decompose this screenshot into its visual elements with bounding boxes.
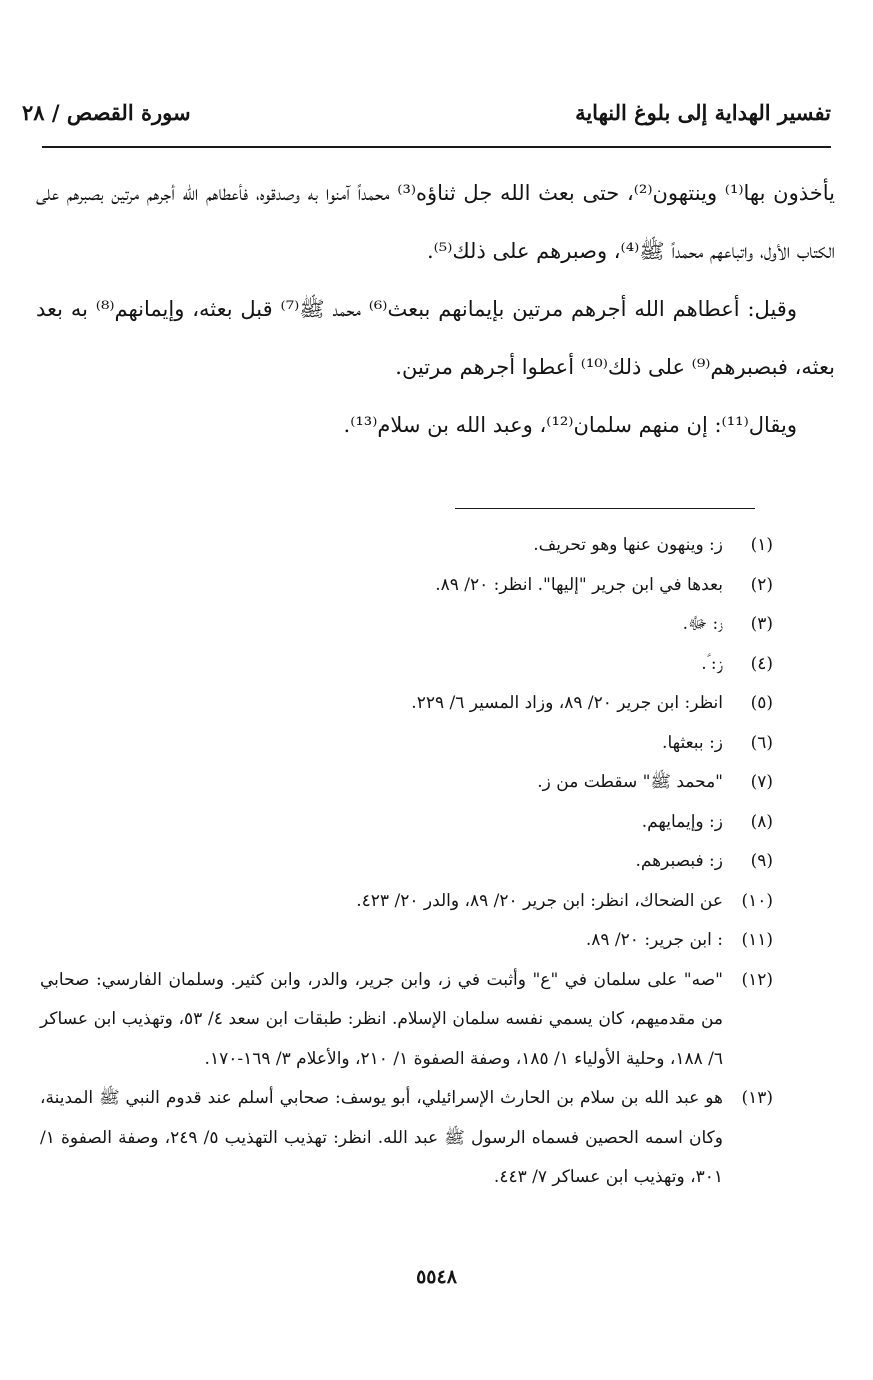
footnote-text: : ابن جرير: ٢٠/ ٨٩. — [585, 930, 723, 950]
footnote — [40, 526, 773, 566]
page-header — [22, 96, 831, 140]
footnote-text: ز: فبصبرهم. — [635, 851, 723, 871]
footnote-text: "محمد ﷺ" سقطت من ز. — [537, 772, 723, 792]
footnote — [40, 724, 773, 764]
footnote — [40, 842, 773, 882]
footnote-number: (٢) — [750, 574, 773, 595]
footnote — [40, 961, 773, 1080]
footnote-divider — [455, 508, 755, 509]
surah-label: سورة القصص / ٢٨ — [22, 100, 191, 125]
footnote-text: ز: ببعثها. — [662, 732, 723, 753]
book-title: تفسير الهداية إلى بلوغ النهاية — [575, 100, 831, 125]
footnote — [40, 921, 773, 961]
paragraph: يأخذون بها⁽¹⁾ وينتهون⁽²⁾، حتى بعث الله جل ثناؤه⁽³⁾ محمداً آمنوا به وصدقوه، فأعطاهم الله أجرهم مرتين بصبرهم على الكتاب الأول، واتباعهم محمداً ﷺ⁽⁴⁾، وصبرهم على ذلك⁽⁵⁾. — [36, 181, 835, 263]
footnote — [40, 645, 773, 685]
footnote-text: هو عبد الله بن سلام بن الحارث الإسرائيلي، أبو يوسف: صحابي أسلم عند قدوم النبي ﷺ المدينة، وكان اسمه الحصين فسماه الرسول ﷺ عبد الله. انظر: تهذيب التهذيب ٥/ ٢٤٩، وصفة الصفوة ١/ ٣٠١، وتهذيب ابن عساكر ٧/ ٤٤٣. — [40, 1088, 723, 1187]
footnote — [40, 605, 773, 645]
footnote-text: عن الضحاك، انظر: ابن جرير ٢٠/ ٨٩، والدر ٢٠/ ٤٢٣. — [356, 890, 723, 911]
footnote — [40, 763, 773, 803]
footnote-number: (١٠) — [741, 890, 773, 911]
footnote-number: (٤) — [750, 653, 773, 674]
footnote-text: ز: ﷻ. — [682, 614, 723, 634]
footnote-text: بعدها في ابن جرير "إليها". انظر: ٢٠/ ٨٩. — [435, 574, 723, 595]
paragraph: ويقال⁽¹¹⁾: إن منهم سلمان⁽¹²⁾، وعبد الله بن سلام⁽¹³⁾. — [343, 413, 797, 437]
footnote-text: انظر: ابن جرير ٢٠/ ٨٩، وزاد المسير ٦/ ٢٢٩. — [411, 693, 723, 713]
footnote-text: ز: ؑ. — [701, 653, 723, 674]
paragraph: وقيل: أعطاهم الله أجرهم مرتين بإيمانهم ببعث⁽⁶⁾ محمد ﷺ⁽⁷⁾ قبل بعثه، وإيمانهم⁽⁸⁾ به بعد بعثه، فبصبرهم⁽⁹⁾ على ذلك⁽¹⁰⁾ أعطوا أجرهم مرتين. — [36, 297, 835, 379]
footnote — [40, 684, 773, 724]
footnote-number: (١) — [750, 535, 773, 555]
main-text — [36, 164, 835, 454]
page-number: ٥٥٤٨ — [416, 1266, 457, 1288]
footnote-number: (٨) — [750, 811, 773, 832]
footnote-text: ز: وينهون عنها وهو تحريف. — [533, 535, 723, 555]
footnote-number: (٩) — [750, 851, 773, 871]
footnote — [40, 803, 773, 843]
footnote — [40, 566, 773, 606]
footnote — [40, 1079, 773, 1198]
footnote — [40, 882, 773, 922]
footnote-number: (١٢) — [741, 969, 773, 990]
footnote-number: (٧) — [750, 772, 773, 792]
footnote-number: (١١) — [741, 930, 773, 950]
footnote-number: (١٣) — [741, 1088, 773, 1108]
footnote-number: (٣) — [750, 614, 773, 634]
footnotes — [40, 526, 773, 1198]
footnote-text: ز: وإيمايهم. — [641, 811, 723, 832]
header-divider — [42, 146, 831, 148]
footnote-number: (٦) — [750, 732, 773, 753]
footnote-number: (٥) — [750, 693, 773, 713]
footnote-text: "صه" على سلمان في "ع" وأثبت في ز، وابن جرير، والدر، وابن كثير. وسلمان الفارسي: صحابي من مقدميهم، كان يسمي نفسه سلمان الإسلام. انظر: طبقات ابن سعد ٤/ ٥٣، وتهذيب ابن عساكر ٦/ ١٨٨، وحلية الأولياء ١/ ١٨٥، وصفة الصفوة ١/ ٢١٠، والأعلام ٣/ ١٦٩-١٧٠. — [40, 969, 723, 1069]
